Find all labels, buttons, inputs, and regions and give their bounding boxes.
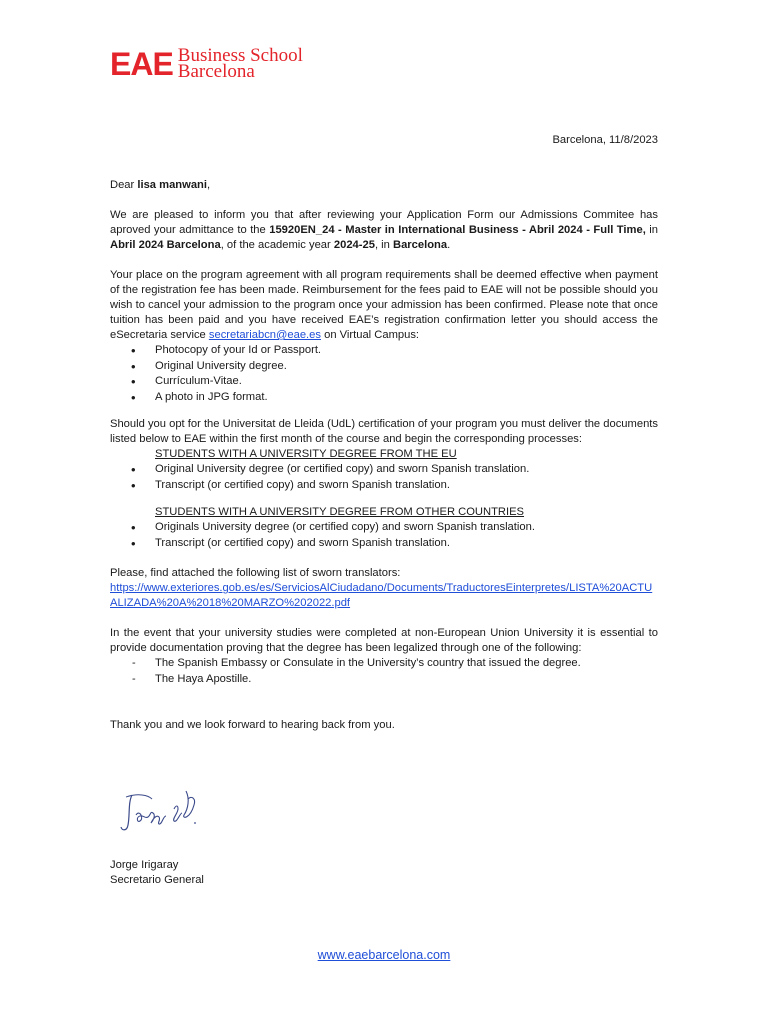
udl-paragraph: Should you opt for the Universitat de Lleida (UdL) certification of your program you must deliver the documents listed below to EAE within the first month of the course and begin the corresponding processes: (110, 418, 658, 445)
signer-block (110, 858, 204, 888)
logo-text (177, 45, 303, 82)
academic-year: 2024-25 (333, 239, 375, 251)
intake-name: Abril 2024 Barcelona (110, 239, 221, 251)
website-link[interactable]: www.eaebarcelona.com (317, 948, 451, 962)
greeting (110, 178, 658, 193)
eu-section-title: STUDENTS WITH A UNIVERSITY DEGREE FROM THE EU (155, 448, 457, 460)
greeting-prefix: Dear (110, 179, 138, 191)
admission-paragraph (110, 208, 658, 253)
translators-text: Please, find attached the following list of sworn translators: (110, 567, 401, 579)
legalization-list (110, 656, 658, 687)
list-item: • Originals University degree (or certified copy) and sworn Spanish translation. (110, 520, 658, 536)
list-item: • Transcript (or certified copy) and sworn Spanish translation. (110, 478, 658, 494)
signer-name: Jorge Irigaray (110, 859, 179, 871)
p2-text: Your place on the program agreement with all program requirements shall be deemed effective when payment of the registration fee has been made. Reimbursement for the fees paid to EAE will not be possible should you wish to cancel your admission to the program once your admission has been confirmed. Please note that once tuition has been paid and you have received EAE’s registration confirmation letter you should access the eSecretaria service (110, 269, 658, 341)
p1-text-1: We are pleased to inform you that after reviewing your Application Form our Admissions Commitee has aproved your admittance to the (110, 209, 658, 236)
recipient-name: lisa manwani (137, 179, 207, 191)
city-name: Barcelona (392, 239, 448, 251)
list-item: • Transcript (or certified copy) and sworn Spanish translation. (110, 536, 658, 552)
esecretaria-email-link[interactable]: secretariabcn@eae.es (208, 329, 321, 341)
p1-text-5: . (447, 239, 451, 251)
program-name: 15920EN_24 - Master in International Business - Abril 2024 - Full Time, (269, 224, 646, 236)
letter-body (110, 178, 658, 733)
translators-link[interactable]: https://www.exteriores.gob.es/es/ServiciosAlCiudadano/Documents/TraductoresEinterpretes/LISTA%20ACTUALIZADA%20A%2018%20MARZO%202022.pdf (110, 582, 653, 609)
list-item: • Original University degree (or certified copy) and sworn Spanish translation. (110, 462, 658, 478)
letter-date: Barcelona, 11/8/2023 (552, 134, 658, 146)
logo-line-1: Business School (177, 45, 303, 66)
other-list (110, 520, 658, 551)
greeting-suffix: , (207, 179, 211, 191)
eu-list (110, 462, 658, 493)
list-item: - The Spanish Embassy or Consulate in the University’s country that issued the degree. (110, 656, 658, 672)
p2-tail: on Virtual Campus: (320, 329, 420, 341)
footer (0, 948, 768, 962)
registration-paragraph (110, 268, 658, 343)
p1-text-2: in (645, 224, 659, 236)
other-section-title: STUDENTS WITH A UNIVERSITY DEGREE FROM OTHER COUNTRIES (155, 506, 525, 518)
signature-image (118, 785, 208, 835)
documents-list (110, 343, 658, 405)
list-item: - The Haya Apostille. (110, 672, 658, 688)
p1-text-3: , of the academic year (220, 239, 334, 251)
list-item: • Currículum-Vitae. (110, 374, 658, 390)
signer-title: Secretario General (110, 874, 204, 886)
list-item: • A photo in JPG format. (110, 390, 658, 406)
closing-text: Thank you and we look forward to hearing back from you. (110, 719, 395, 731)
logo-mark: EAE (110, 46, 173, 82)
p1-text-4: , in (374, 239, 393, 251)
logo-line-2: Barcelona (177, 61, 255, 82)
translators-url-line (110, 581, 658, 611)
list-item: • Photocopy of your Id or Passport. (110, 343, 658, 359)
legalization-paragraph: In the event that your university studies were completed at non-European Union University it is essential to provide documentation proving that the degree has been legalized through one of the following: (110, 627, 658, 654)
list-item: • Original University degree. (110, 359, 658, 375)
eae-logo (110, 45, 303, 82)
